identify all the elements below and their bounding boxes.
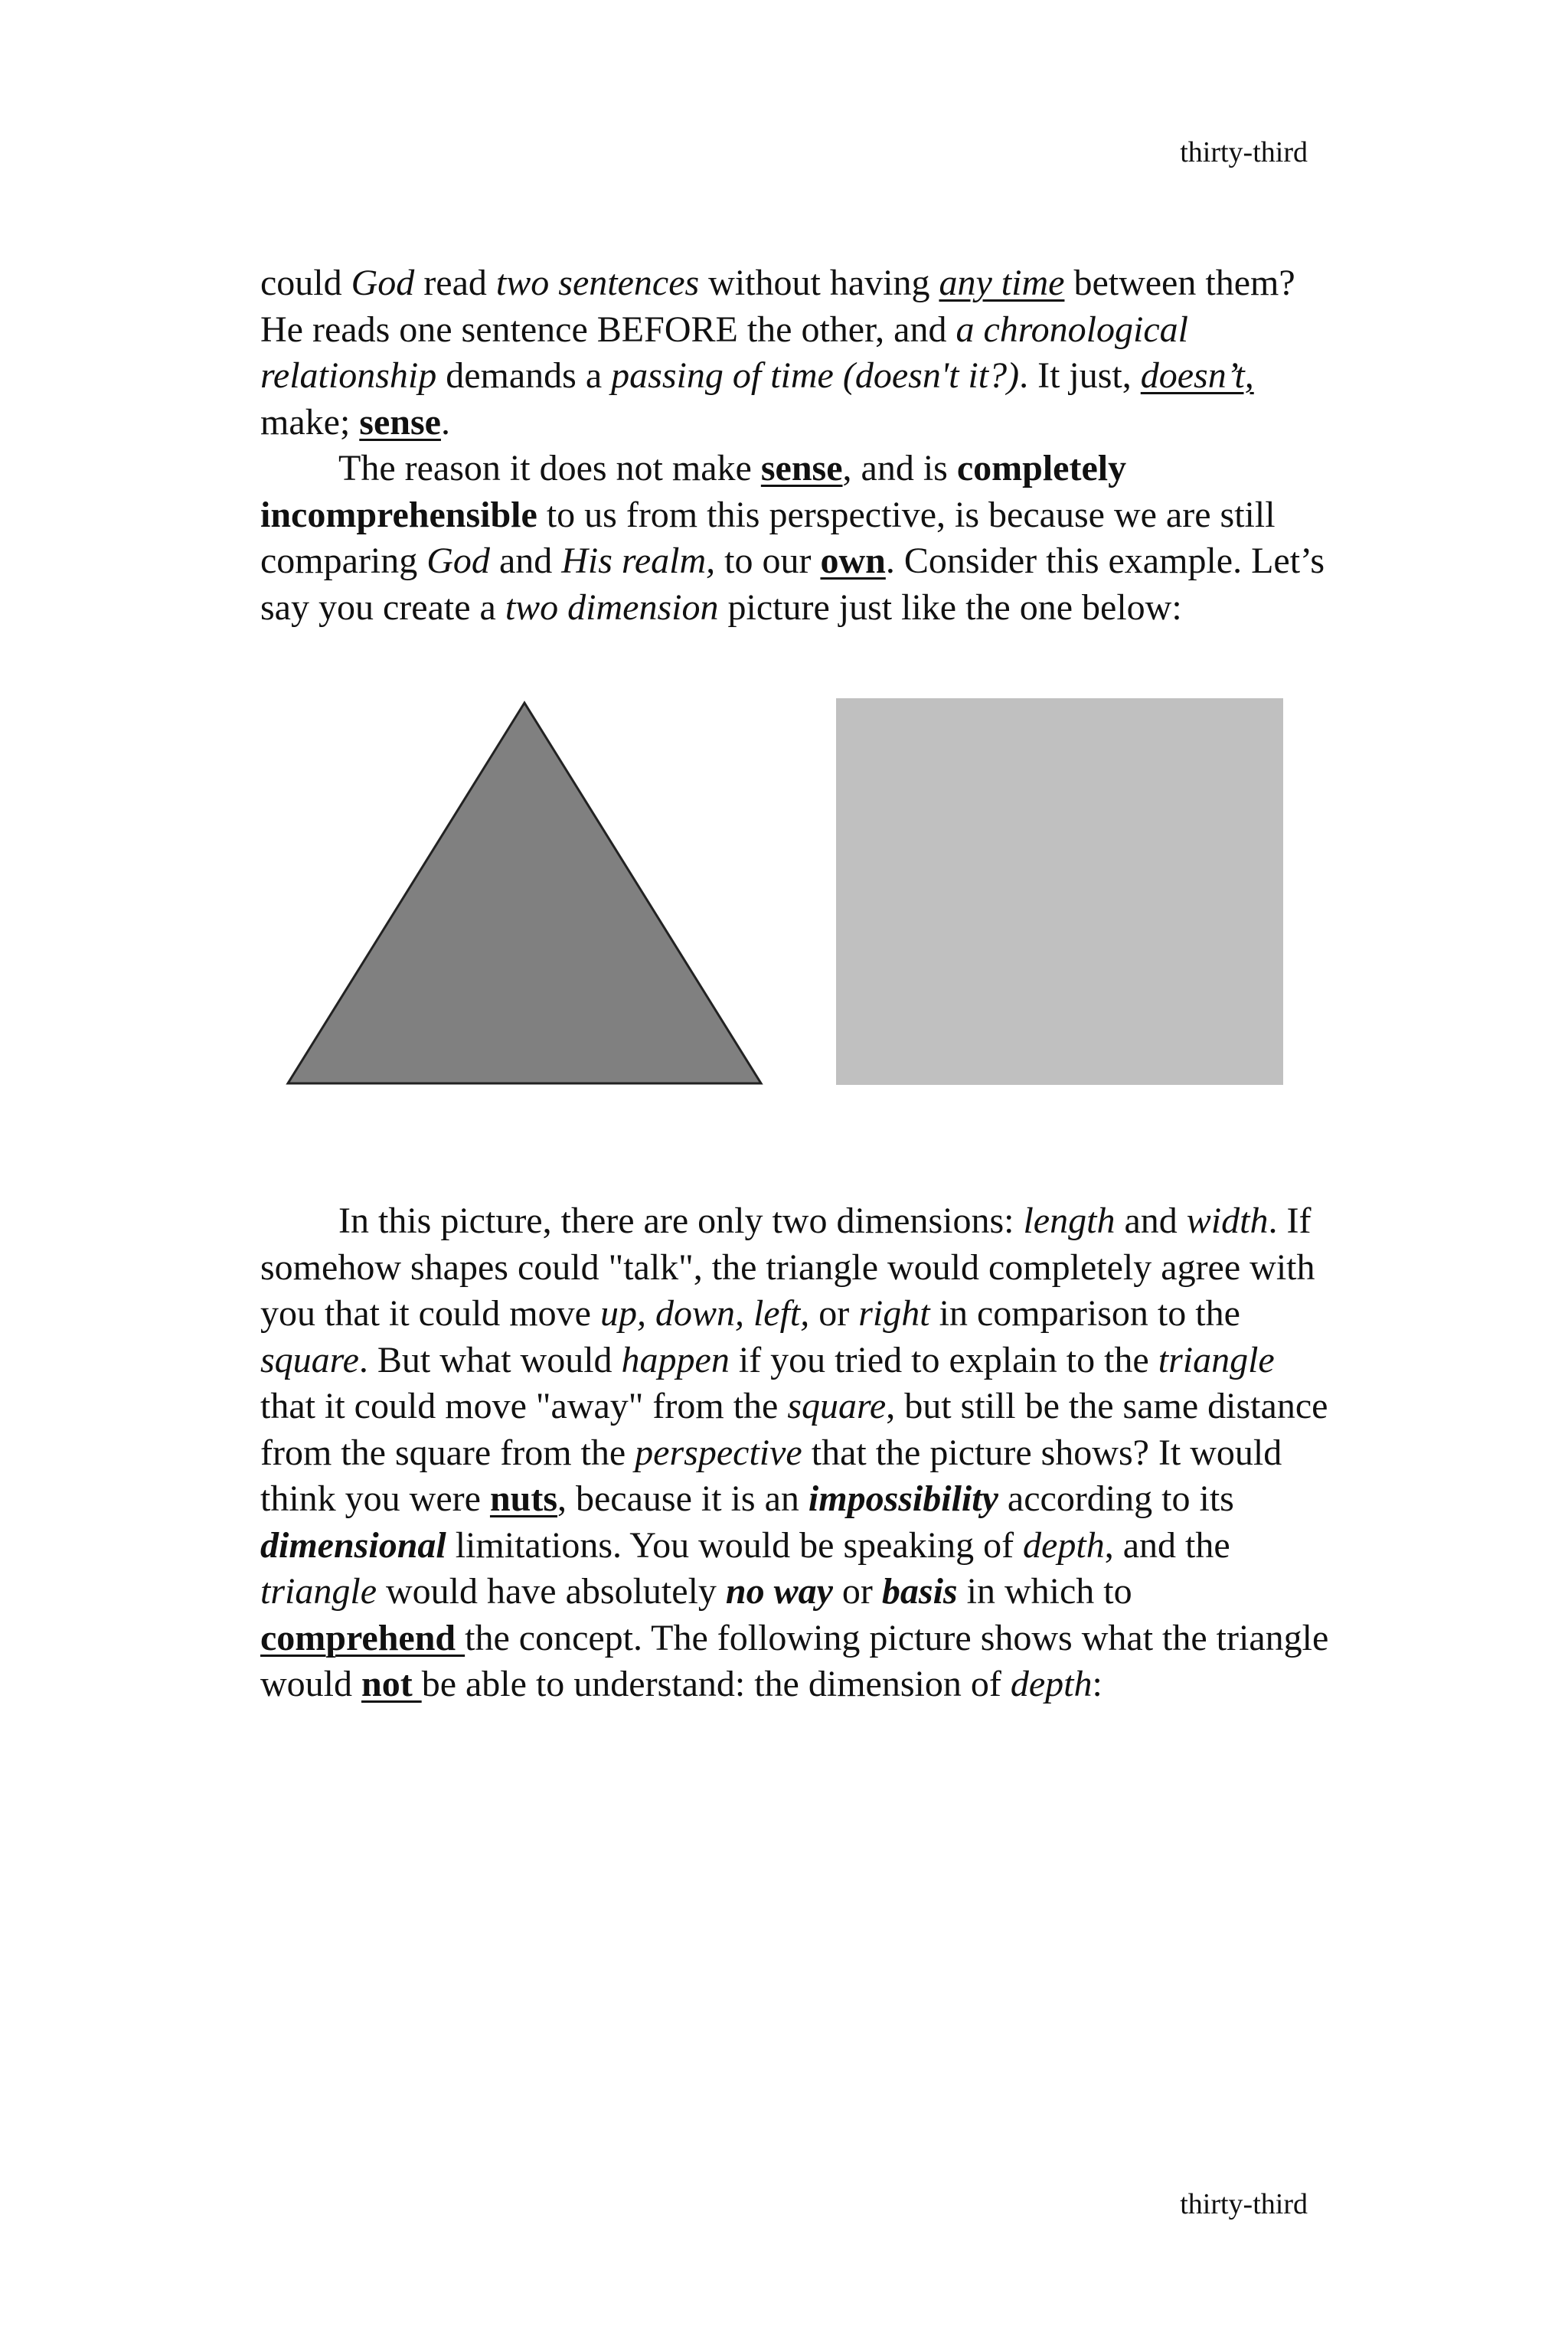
square-shape	[836, 698, 1283, 1085]
page-header: thirty-third	[1180, 136, 1308, 168]
triangle-shape	[288, 703, 761, 1083]
paragraph-reason: The reason it does not make sense, and is completely incomprehensible to us from this perspective, is because we are still comparing God and His realm, to our own. Consider this example. Let’s say you create a two dimension picture just like the one below:	[260, 448, 1325, 628]
two-dimension-figure	[283, 693, 1286, 1091]
paragraph-dimensions: In this picture, there are only two dimensions: length and width. If somehow shapes could "talk", the triangle would completely agree with you that it could move up, down, left, or right in comparison to the square. But what would happen if you tried to explain to the triangle that it could move "away" from the square, but still be the same distance from the square from the perspective that the picture shows? It would think you were nuts, because it is an impossibility according to its dimensional limitations. You would be speaking of depth, and the triangle would have absolutely no way or basis in which to comprehend the concept. The following picture shows what the triangle would not be able to understand: the dimension of depth:	[260, 1200, 1329, 1704]
shapes-illustration	[283, 693, 1286, 1091]
paragraph-continuation: could God read two sentences without having any time between them? He reads one sentence BEFORE the other, and a chronological relationship demands a passing of time (doesn't it?). It just, doesn’t, make; sense.	[260, 263, 1295, 443]
body-text-top	[260, 260, 1332, 631]
page-footer: thirty-third	[1180, 2188, 1308, 2220]
body-text-bottom	[260, 1198, 1332, 1708]
